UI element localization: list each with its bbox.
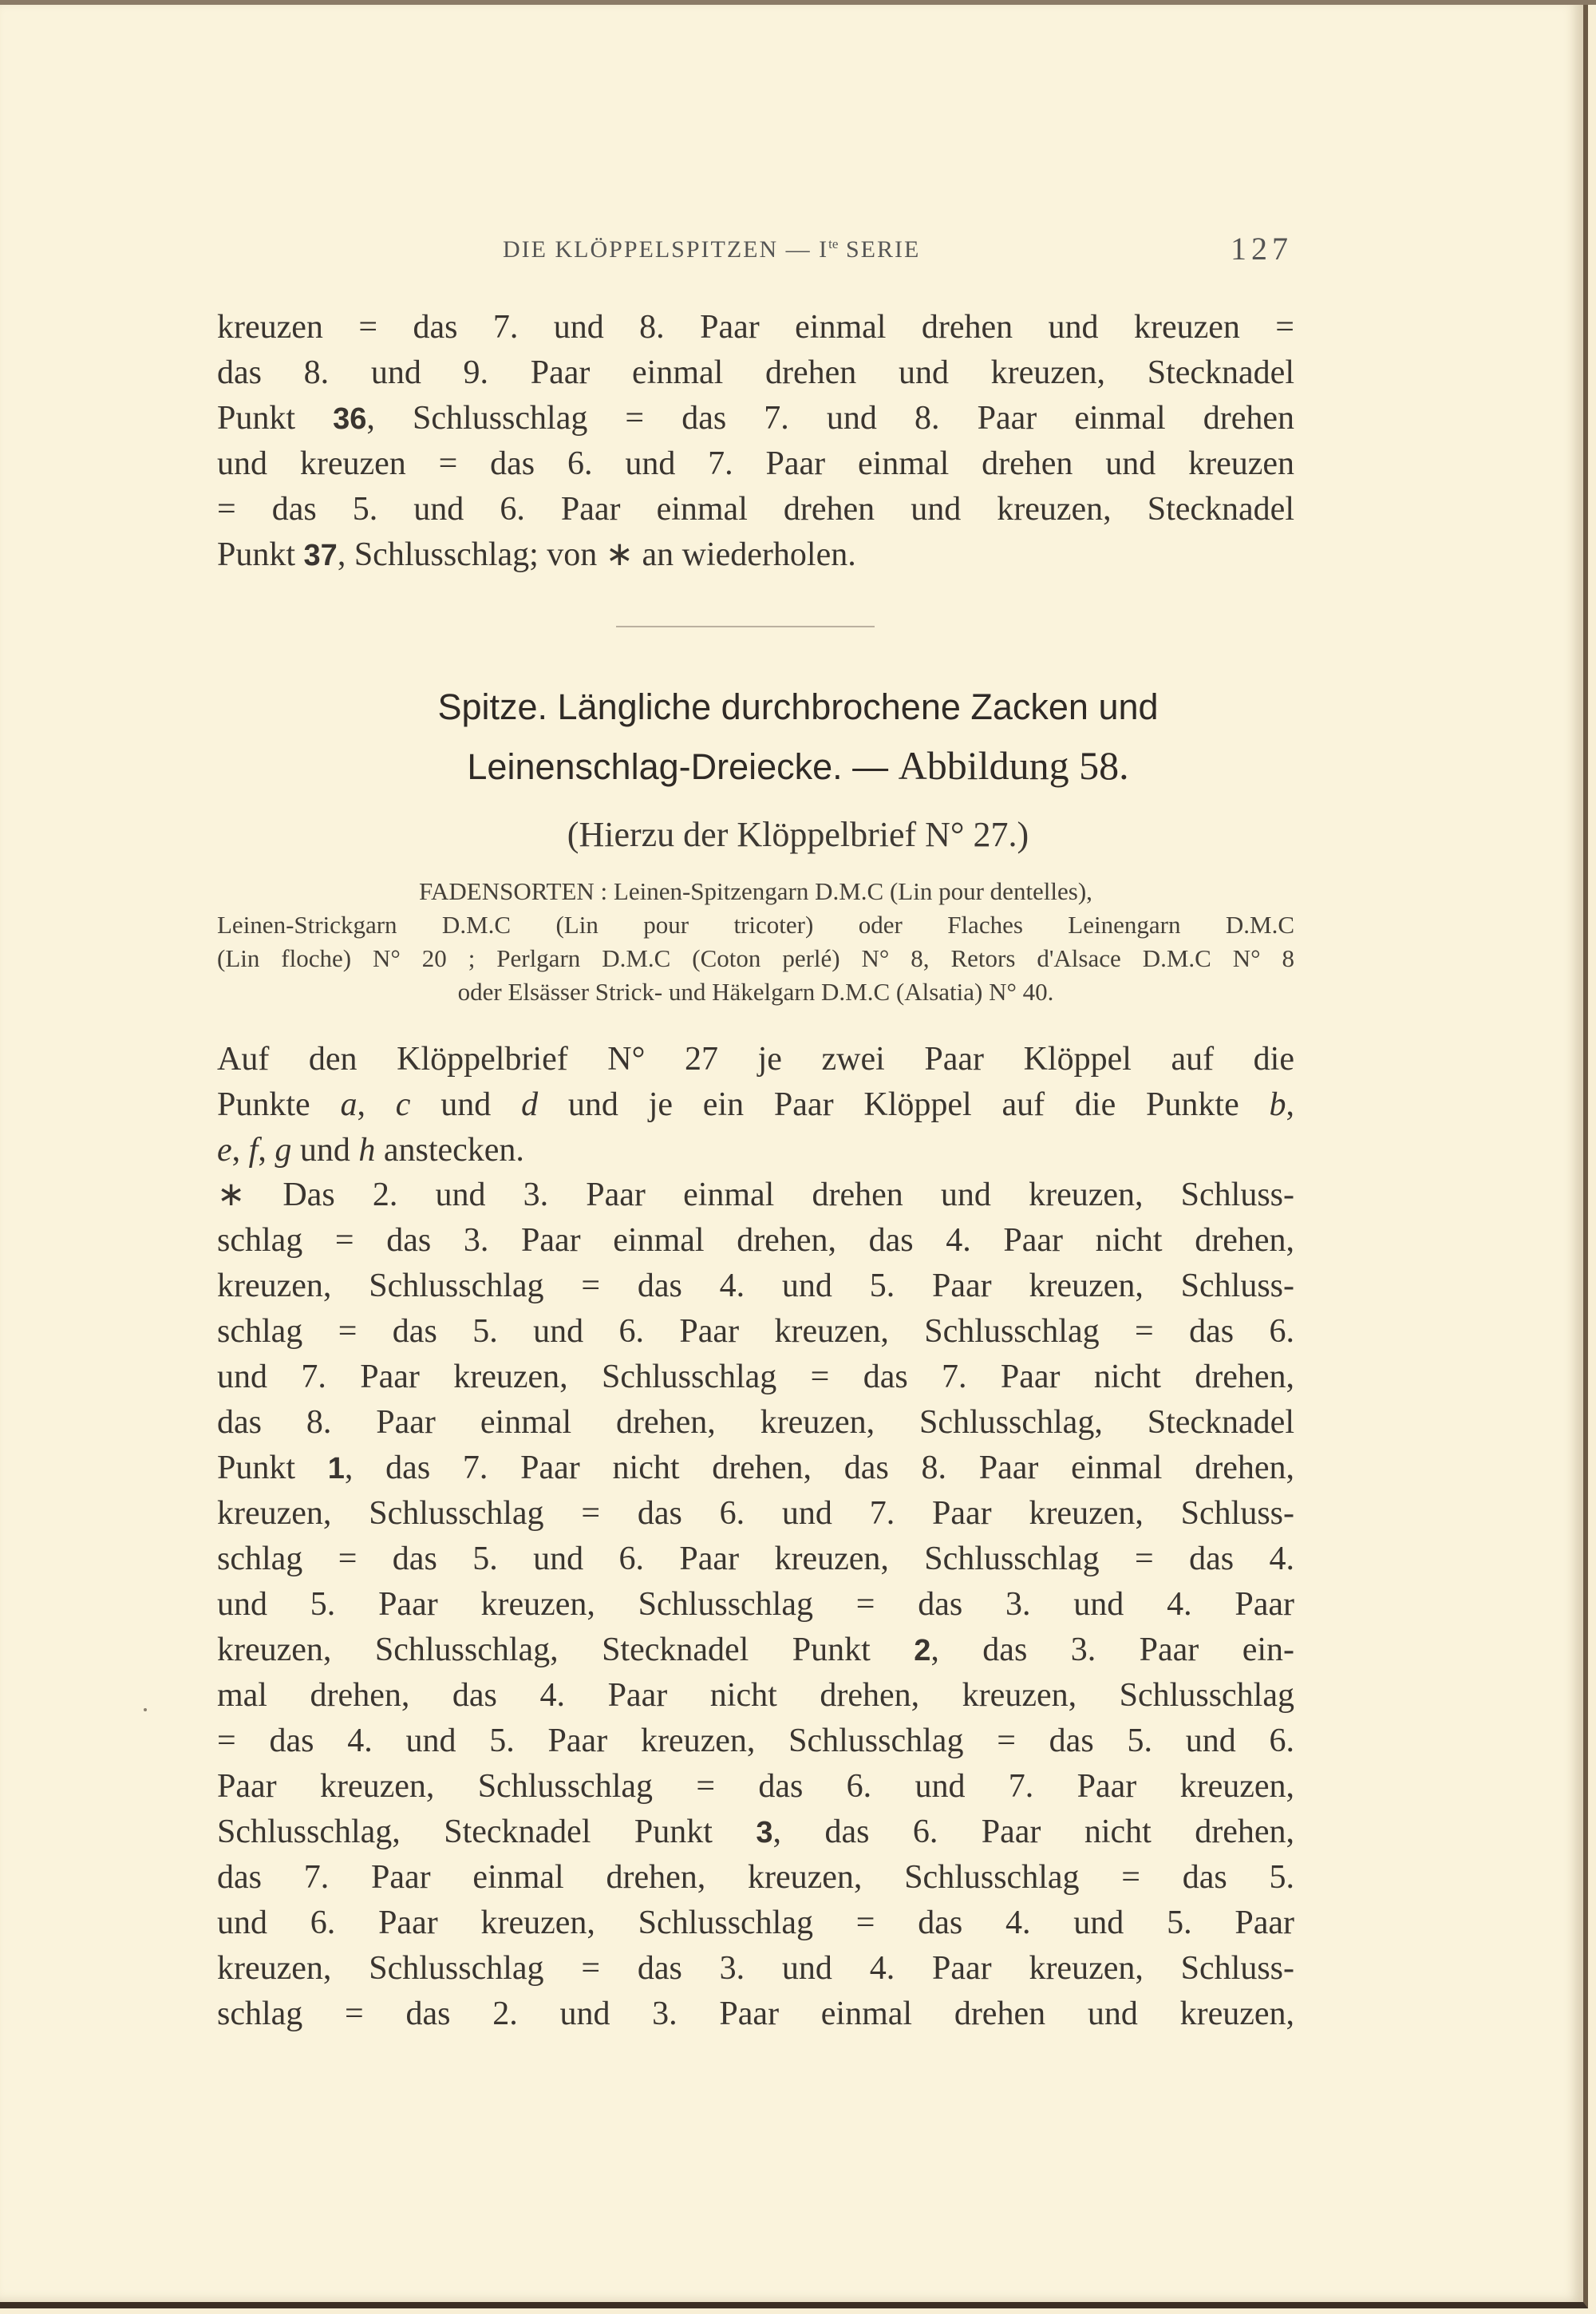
text-line	[217, 1400, 1294, 1446]
pin-point-number: 3	[756, 1816, 773, 1849]
thread-types-line: Leinen-Strickgarn D.M.C (Lin pour tricoter) oder Flaches Leinengarn D.M.C	[217, 911, 1294, 939]
text-line	[217, 1764, 1294, 1810]
page-number: 127	[1231, 231, 1293, 267]
thread-types-line: (Lin floche) N° 20 ; Perlgarn D.M.C (Coton perlé) N° 8, Retors d'Alsace D.M.C N° 8	[217, 944, 1294, 972]
pin-point-number: 37	[303, 539, 338, 572]
text-run: und je ein Paar Klöppel auf die Punkte	[538, 1086, 1270, 1123]
text-line	[217, 1537, 1294, 1582]
point-letter: a	[340, 1086, 358, 1123]
text-run: Punkt	[217, 1450, 328, 1486]
text-run: Punkt	[217, 536, 304, 573]
text-line	[217, 1719, 1294, 1764]
section-heading-line-2: Leinenschlag-Dreiecke. — Abbildung 58.	[467, 743, 1129, 788]
text-line	[217, 1128, 1294, 1173]
text-line	[217, 441, 1294, 487]
text-run: und	[410, 1086, 522, 1123]
text-line	[217, 1218, 1294, 1264]
text-line	[217, 396, 1294, 441]
pin-point-number: 36	[333, 402, 367, 436]
running-head-title: DIE KLÖPPELSPITZEN — $I^{te}$ SERIE	[503, 236, 921, 263]
point-letter: d	[521, 1086, 539, 1123]
text-line	[217, 1855, 1294, 1901]
text-run: Auf den Klöppelbrief N° 27 je zwei Paar Klöppel auf die	[217, 1041, 1294, 1078]
text-run: , das 6. Paar nicht drehen,	[772, 1814, 1294, 1850]
text-line	[217, 532, 1294, 578]
text-run: mal drehen, das 4. Paar nicht drehen, kreuzen, Schlusschlag	[217, 1677, 1294, 1714]
page-top-edge	[0, 0, 1596, 5]
text-run: das 8. und 9. Paar einmal drehen und kreuzen, Stecknadel	[217, 354, 1294, 391]
text-run: Paar kreuzen, Schlusschlag = das 6. und 7. Paar kreuzen,	[217, 1768, 1294, 1805]
text-run: = das 4. und 5. Paar kreuzen, Schlusschlag = das 5. und 6.	[217, 1723, 1294, 1759]
text-run: kreuzen, Schlusschlag = das 3. und 4. Paar kreuzen, Schluss-	[217, 1950, 1294, 1987]
text-line	[217, 1810, 1294, 1855]
text-line	[217, 305, 1294, 350]
text-run: = das 5. und 6. Paar einmal drehen und kreuzen, Stecknadel	[217, 491, 1294, 528]
pin-point-number: 1	[327, 1452, 345, 1485]
text-run: , Schlusschlag; von ∗ an wiederholen.	[337, 536, 856, 573]
thread-types-line: oder Elsässer Strick- und Häkelgarn D.M.C (Alsatia) N° 40.	[457, 978, 1054, 1006]
text-line	[217, 1582, 1294, 1628]
text-run: ∗ Das 2. und 3. Paar einmal drehen und kreuzen, Schluss-	[217, 1177, 1294, 1213]
text-run: und 7. Paar kreuzen, Schlusschlag = das 7. Paar nicht drehen,	[217, 1359, 1294, 1395]
text-run: , das 7. Paar nicht drehen, das 8. Paar einmal drehen,	[344, 1450, 1294, 1486]
text-line	[217, 1309, 1294, 1355]
text-line	[217, 1037, 1294, 1082]
point-letter: h	[358, 1132, 376, 1169]
text-run: kreuzen = das 7. und 8. Paar einmal drehen und kreuzen =	[217, 309, 1294, 346]
text-run: Punkte	[217, 1086, 341, 1123]
text-run: das 7. Paar einmal drehen, kreuzen, Schlusschlag = das 5.	[217, 1859, 1294, 1896]
point-letter: g	[275, 1132, 292, 1169]
text-run: ,	[357, 1086, 396, 1123]
text-run: schlag = das 5. und 6. Paar kreuzen, Schlusschlag = das 6.	[217, 1313, 1294, 1350]
text-run: ,	[1286, 1086, 1295, 1123]
text-line	[217, 1673, 1294, 1719]
ink-speck	[144, 1708, 147, 1711]
text-run: Punkt	[217, 400, 334, 437]
point-letter: e	[217, 1132, 232, 1169]
text-run: und 5. Paar kreuzen, Schlusschlag = das 3. und 4. Paar	[217, 1586, 1294, 1623]
paragraph-continued	[217, 305, 1294, 578]
text-line	[217, 487, 1294, 532]
text-run: und kreuzen = das 6. und 7. Paar einmal drehen und kreuzen	[217, 445, 1294, 482]
text-line	[217, 1992, 1294, 2037]
paragraph-instructions	[217, 1173, 1294, 2037]
text-line	[217, 1264, 1294, 1309]
text-line	[217, 1446, 1294, 1491]
text-line	[217, 350, 1294, 396]
text-line	[217, 1173, 1294, 1218]
text-run: und 6. Paar kreuzen, Schlusschlag = das 4. und 5. Paar	[217, 1905, 1294, 1941]
text-line	[217, 1491, 1294, 1537]
text-run: anstecken.	[375, 1132, 524, 1169]
text-line	[217, 1946, 1294, 1992]
text-run: kreuzen, Schlusschlag, Stecknadel Punkt	[217, 1632, 915, 1668]
text-line	[217, 1082, 1294, 1128]
text-run: schlag = das 2. und 3. Paar einmal drehen und kreuzen,	[217, 1996, 1294, 2032]
text-run: , das 3. Paar ein-	[930, 1632, 1294, 1668]
running-head	[495, 230, 1293, 270]
point-letter: b	[1269, 1086, 1286, 1123]
section-heading-line-1: Spitze. Längliche durchbrochene Zacken und	[437, 686, 1159, 727]
section-divider	[616, 626, 875, 627]
thread-types-line: FADENSORTEN : Leinen-Spitzengarn D.M.C (Lin pour dentelles),	[419, 877, 1092, 905]
text-run: , Schlusschlag = das 7. und 8. Paar einmal drehen	[366, 400, 1295, 437]
text-run: das 8. Paar einmal drehen, kreuzen, Schlusschlag, Stecknadel	[217, 1404, 1294, 1441]
thread-types	[217, 875, 1294, 1009]
text-line	[217, 1628, 1294, 1673]
section-subtitle: (Hierzu der Klöppelbrief N° 27.)	[567, 815, 1029, 854]
pin-point-number: 2	[914, 1634, 931, 1667]
text-run: schlag = das 5. und 6. Paar kreuzen, Schlusschlag = das 4.	[217, 1541, 1294, 1577]
text-run: schlag = das 3. Paar einmal drehen, das 4. Paar nicht drehen,	[217, 1222, 1294, 1259]
text-run: ,	[231, 1132, 249, 1169]
text-run: Schlusschlag, Stecknadel Punkt	[217, 1814, 757, 1850]
text-line	[217, 1355, 1294, 1400]
point-letter: f	[248, 1132, 259, 1169]
text-run: und	[291, 1132, 359, 1169]
text-line	[217, 1901, 1294, 1946]
text-run: kreuzen, Schlusschlag = das 6. und 7. Paar kreuzen, Schluss-	[217, 1495, 1294, 1532]
paragraph-intro	[217, 1037, 1294, 1173]
point-letter: c	[395, 1086, 411, 1123]
text-run: ,	[258, 1132, 275, 1169]
text-run: kreuzen, Schlusschlag = das 4. und 5. Paar kreuzen, Schluss-	[217, 1268, 1294, 1304]
